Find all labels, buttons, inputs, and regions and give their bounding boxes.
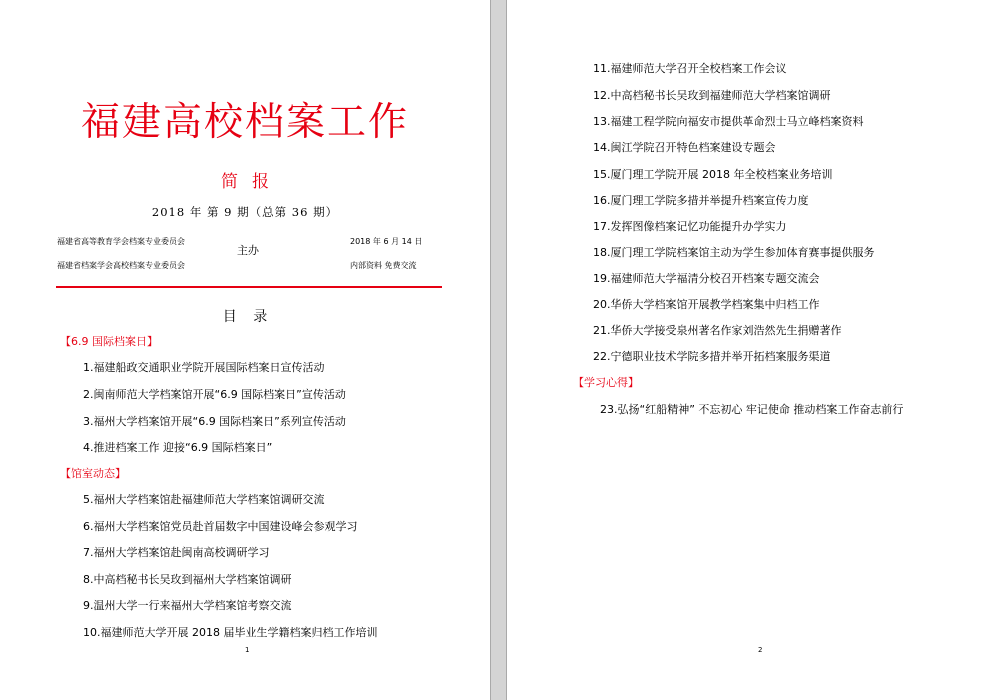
toc-item: 8.中高档秘书长吴玫到福州大学档案馆调研	[83, 573, 292, 586]
toc-item: 14.闽江学院召开特色档案建设专题会	[593, 141, 776, 154]
toc-item: 2.闽南师范大学档案馆开展“6.9 国际档案日”宣传活动	[83, 388, 346, 401]
toc-item: 5.福州大学档案馆赴福建师范大学档案馆调研交流	[83, 493, 325, 506]
toc-item: 9.温州大学一行来福州大学档案馆考察交流	[83, 599, 292, 612]
toc-item: 15.厦门理工学院开展 2018 年全校档案业务培训	[593, 168, 833, 181]
toc-item: 18.厦门理工学院档案馆主动为学生参加体育赛事提供服务	[593, 246, 875, 259]
toc-item: 6.福州大学档案馆党员赴首届数字中国建设峰会参观学习	[83, 520, 358, 533]
section-heading-intl-archives-day: 【6.9 国际档案日】	[60, 335, 158, 348]
toc-item: 19.福建师范大学福清分校召开档案专题交流会	[593, 272, 820, 285]
section-heading-study-notes: 【学习心得】	[573, 376, 639, 389]
toc-item: 1.福建船政交通职业学院开展国际档案日宣传活动	[83, 361, 325, 374]
toc-item: 12.中高档秘书长吴玫到福建师范大学档案馆调研	[593, 89, 831, 102]
organizer-1: 福建省高等教育学会档案专业委员会	[57, 237, 185, 246]
document-page-1	[0, 0, 490, 700]
document-page-2	[507, 0, 1003, 700]
page-number: 2	[758, 646, 763, 654]
toc-item: 16.厦门理工学院多措并举提升档案宣传力度	[593, 194, 809, 207]
internal-note: 内部资料 免费交流	[350, 261, 417, 270]
toc-item: 17.发挥图像档案记忆功能提升办学实力	[593, 220, 787, 233]
host-label: 主办	[237, 244, 259, 257]
page-number: 1	[245, 646, 250, 654]
toc-item: 10.福建师范大学开展 2018 届毕业生学籍档案归档工作培训	[83, 626, 378, 639]
toc-item: 7.福州大学档案馆赴闽南高校调研学习	[83, 546, 270, 559]
issue-date: 2018 年 6 月 14 日	[350, 237, 423, 246]
newsletter-subtitle: 简报	[221, 172, 283, 192]
toc-item: 4.推进档案工作 迎接“6.9 国际档案日”	[83, 441, 273, 454]
section-heading-library-news: 【馆室动态】	[60, 467, 126, 480]
toc-item: 13.福建工程学院向福安市提供革命烈士马立峰档案资料	[593, 115, 864, 128]
toc-item: 22.宁德职业技术学院多措并举开拓档案服务渠道	[593, 350, 831, 363]
toc-item: 23.弘扬“红船精神” 不忘初心 牢记使命 推动档案工作奋志前行	[600, 403, 904, 416]
toc-item: 11.福建师范大学召开全校档案工作会议	[593, 62, 787, 75]
toc-item: 20.华侨大学档案馆开展教学档案集中归档工作	[593, 298, 820, 311]
organizer-2: 福建省档案学会高校档案专业委员会	[57, 261, 185, 270]
issue-line: 2018 年 第 9 期（总第 36 期）	[151, 205, 339, 219]
page-gutter	[490, 0, 507, 700]
newsletter-title: 福建高校档案工作	[80, 100, 409, 145]
toc-item: 3.福州大学档案馆开展“6.9 国际档案日”系列宣传活动	[83, 415, 346, 428]
toc-heading: 目 录	[222, 309, 274, 325]
toc-item: 21.华侨大学接受泉州著名作家刘浩然先生捐赠著作	[593, 324, 842, 337]
red-divider	[56, 286, 442, 288]
